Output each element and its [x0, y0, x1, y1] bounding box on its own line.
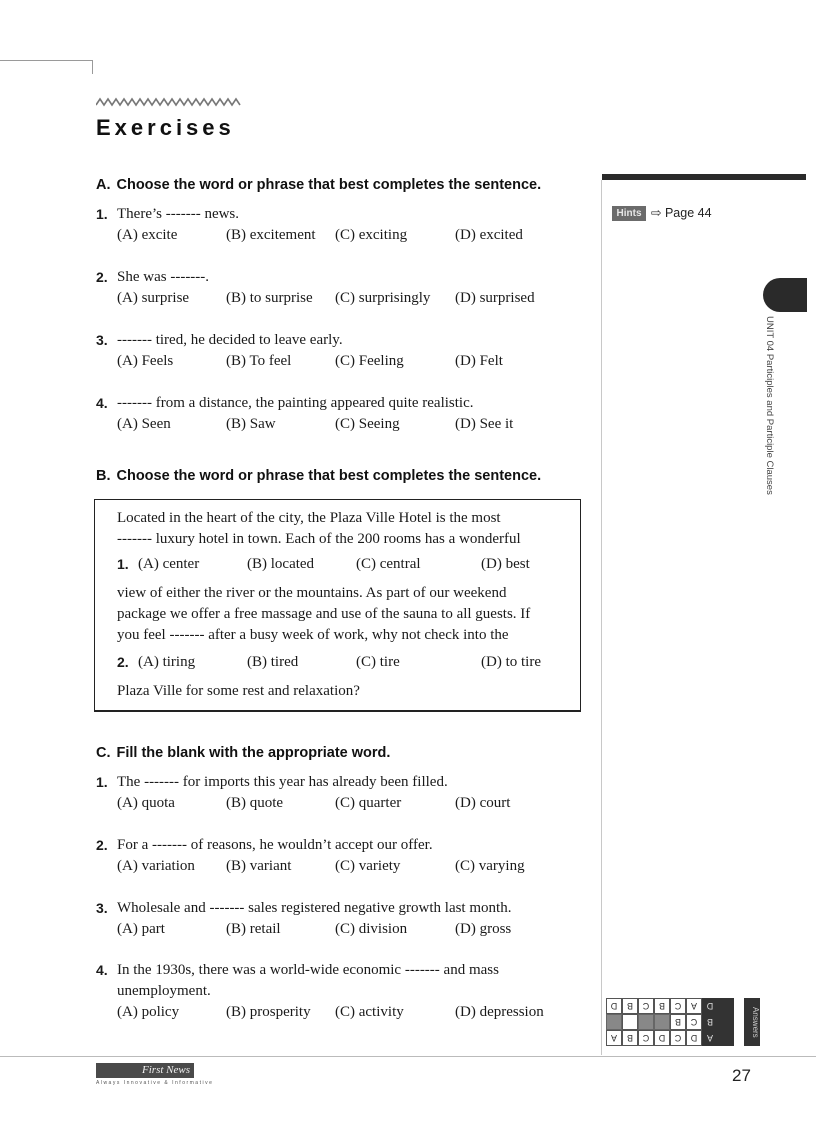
answer-cell: D	[702, 998, 718, 1014]
passage-box	[94, 499, 581, 712]
question-stem: Wholesale and ------- sales registered negative growth last month.	[117, 900, 512, 916]
answer-cell-blank	[654, 1014, 670, 1030]
option-d: (D) surprised	[455, 290, 535, 306]
option-d: (D) to tire	[481, 654, 541, 670]
answer-cell: C	[638, 1030, 654, 1046]
option-d: (D) excited	[455, 227, 523, 243]
answer-cell: B	[622, 998, 638, 1014]
passage-line: you feel ------- after a busy week of work, why not check into the	[117, 627, 509, 643]
answers-label: Answers	[744, 998, 760, 1046]
question-number: 1.	[96, 774, 108, 790]
option-b: (B) located	[247, 556, 315, 572]
page-number: 27	[732, 1066, 751, 1085]
hints-page-reference: ⇨ Page 44	[651, 206, 712, 220]
question-number: 3.	[96, 332, 108, 348]
option-a: (A) surprise	[117, 290, 190, 306]
answer-cell: D	[606, 998, 622, 1014]
question-number: 4.	[96, 395, 108, 411]
option-d: (C) varying	[455, 858, 525, 874]
section-b-heading	[96, 468, 541, 484]
unit-title-vertical: UNIT 04 Participles and Participle Clauses	[764, 316, 775, 495]
blank-number: 2.	[117, 654, 129, 670]
unit-tab	[763, 278, 807, 312]
answer-cell: D	[686, 1030, 702, 1046]
answer-cell: A	[702, 1030, 718, 1046]
answer-cell-blank	[622, 1014, 638, 1030]
question-number: 1.	[96, 206, 108, 222]
crop-mark-vertical	[92, 60, 93, 74]
option-c: (C) tire	[356, 654, 400, 670]
passage-line: package we offer a free massage and use of the sauna to all guests. If	[117, 606, 531, 622]
option-b: (B) retail	[226, 921, 281, 937]
section-letter: B.	[96, 468, 111, 484]
option-a: (A) center	[138, 556, 200, 572]
question-stem: ------- tired, he decided to leave early.	[117, 332, 343, 348]
passage-options-2	[117, 654, 577, 675]
option-c: (C) surprisingly	[335, 290, 431, 306]
options-row	[117, 919, 577, 940]
answer-cell-blank	[718, 1014, 734, 1030]
option-a: (A) policy	[117, 1004, 180, 1020]
section-letter: C.	[96, 745, 111, 761]
question-stem: There’s ------- news.	[117, 206, 240, 222]
question-stem: In the 1930s, there was a world-wide economic ------- and mass	[117, 962, 499, 978]
option-c: (C) division	[335, 921, 408, 937]
option-b: (B) Saw	[226, 416, 276, 432]
answer-cell: B	[670, 1014, 686, 1030]
section-c-heading	[96, 745, 390, 761]
answer-cell: C	[670, 998, 686, 1014]
passage-line: Located in the heart of the city, the Plaza Ville Hotel is the most	[117, 510, 501, 526]
answer-grid	[606, 998, 760, 1046]
option-d: (D) depression	[455, 1004, 544, 1020]
section-instruction: Choose the word or phrase that best completes the sentence.	[116, 177, 542, 193]
passage-line: ------- luxury hotel in town. Each of the 200 rooms has a wonderful	[117, 531, 521, 547]
answer-cell-blank	[718, 1030, 734, 1046]
section-instruction: Fill the blank with the appropriate word.	[116, 745, 391, 761]
option-a: (A) quota	[117, 795, 175, 811]
options-row	[117, 414, 577, 435]
question-stem: For a ------- of reasons, he wouldn’t accept our offer.	[117, 837, 433, 853]
option-a: (A) variation	[117, 858, 195, 874]
option-c: (C) activity	[335, 1004, 404, 1020]
answer-cell: C	[670, 1030, 686, 1046]
page-title: Exercises	[96, 115, 235, 140]
section-instruction: Choose the word or phrase that best completes the sentence.	[116, 468, 542, 484]
option-c: (C) exciting	[335, 227, 408, 243]
option-d: (D) Felt	[455, 353, 503, 369]
question-number: 2.	[96, 269, 108, 285]
question-stem-continued: unemployment.	[117, 983, 211, 999]
option-a: (A) part	[117, 921, 165, 937]
footer-divider	[0, 1056, 816, 1057]
answer-cell: B	[654, 998, 670, 1014]
option-d: (D) See it	[455, 416, 514, 432]
passage-line: view of either the river or the mountains. As part of our weekend	[117, 585, 507, 601]
option-c: (C) Seeing	[335, 416, 400, 432]
section-letter: A.	[96, 177, 111, 193]
answer-cell: B	[702, 1014, 718, 1030]
question-stem: ------- from a distance, the painting appeared quite realistic.	[117, 395, 474, 411]
option-b: (B) excitement	[226, 227, 316, 243]
options-row	[117, 856, 577, 877]
options-row	[117, 793, 577, 814]
answer-cell-blank	[606, 1014, 622, 1030]
option-b: (B) prosperity	[226, 1004, 311, 1020]
option-a: (A) excite	[117, 227, 178, 243]
options-row	[117, 351, 577, 372]
answer-cell: A	[686, 998, 702, 1014]
option-b: (B) quote	[226, 795, 284, 811]
option-a: (A) Feels	[117, 353, 174, 369]
options-row	[117, 1002, 577, 1023]
option-b: (B) To feel	[226, 353, 292, 369]
options-row	[117, 225, 577, 246]
option-b: (B) to surprise	[226, 290, 313, 306]
question-number: 3.	[96, 900, 108, 916]
passage-line: Plaza Ville for some rest and relaxation?	[117, 683, 360, 699]
option-b: (B) variant	[226, 858, 292, 874]
sidebar-top-bar	[602, 174, 806, 180]
answer-cell-blank	[718, 998, 734, 1014]
option-c: (C) central	[356, 556, 421, 572]
answer-cell: C	[638, 998, 654, 1014]
option-c: (C) Feeling	[335, 353, 404, 369]
question-number: 4.	[96, 962, 108, 978]
answer-cell: A	[606, 1030, 622, 1046]
answer-cell: D	[654, 1030, 670, 1046]
option-a: (A) Seen	[117, 416, 171, 432]
option-d: (D) gross	[455, 921, 512, 937]
answer-cell-blank	[638, 1014, 654, 1030]
question-stem: She was -------.	[117, 269, 210, 285]
passage-options-1	[117, 556, 577, 577]
option-a: (A) tiring	[138, 654, 196, 670]
option-b: (B) tired	[247, 654, 299, 670]
answer-cell: B	[622, 1030, 638, 1046]
question-stem: The ------- for imports this year has already been filled.	[117, 774, 448, 790]
option-c: (C) quarter	[335, 795, 402, 811]
blank-number: 1.	[117, 556, 129, 572]
options-row	[117, 288, 577, 309]
section-a-heading	[96, 177, 541, 193]
crop-mark-horizontal	[0, 60, 92, 61]
publisher-logo: First News	[96, 1063, 194, 1078]
publisher-tagline: Always Innovative & Informative	[96, 1080, 214, 1086]
option-c: (C) variety	[335, 858, 401, 874]
option-d: (D) best	[481, 556, 530, 572]
sidebar-divider	[601, 180, 602, 1055]
option-d: (D) court	[455, 795, 511, 811]
hints-badge: Hints	[612, 206, 646, 221]
zigzag-ornament	[96, 97, 242, 107]
answer-cell: C	[686, 1014, 702, 1030]
question-number: 2.	[96, 837, 108, 853]
